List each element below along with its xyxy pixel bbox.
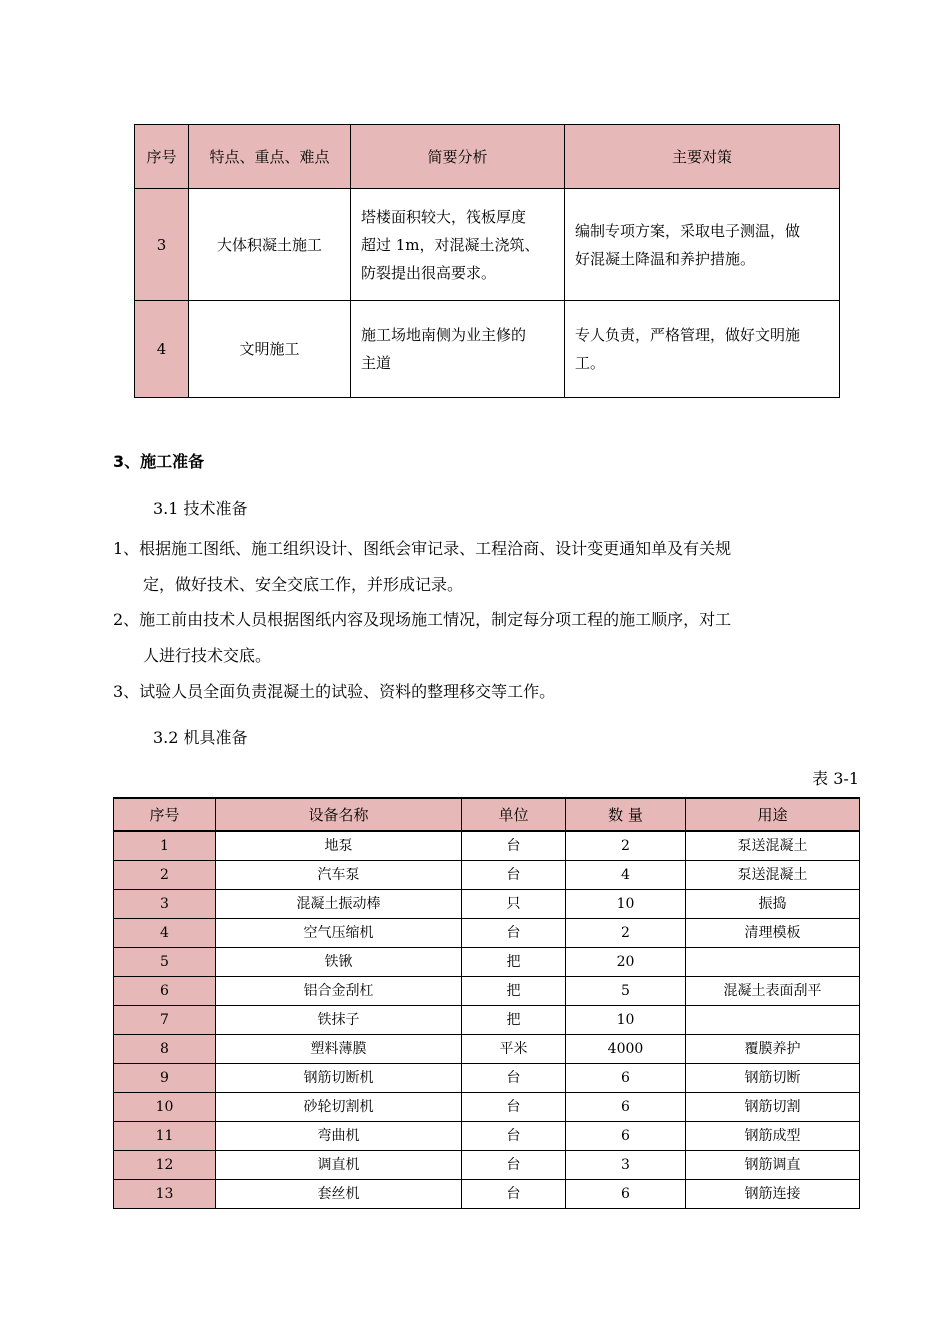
list-item-line: 2、施工前由技术人员根据图纸内容及现场施工情况，制定每分项工程的施工顺序，对工 [113,610,732,629]
table-row [114,977,860,1006]
unit-cell: 台 [462,1093,566,1122]
row-number-cell: 8 [114,1035,216,1064]
measure-line: 编制专项方案，采取电子测温，做 [575,221,801,240]
measure-line: 工。 [575,354,606,372]
row-number-cell: 13 [114,1180,216,1209]
row-number-cell: 11 [114,1122,216,1151]
header-cell: 主要对策 [565,125,840,189]
row-number-cell: 2 [114,861,216,890]
analysis-line: 防裂提出很高要求。 [361,263,497,282]
header-cell: 数 量 [566,798,686,831]
unit-cell: 把 [462,948,566,977]
quantity-cell: 4000 [566,1035,686,1064]
table-header-row [135,125,840,189]
purpose-cell: 钢筋调直 [686,1151,860,1180]
purpose-cell: 钢筋切断 [686,1064,860,1093]
unit-cell: 台 [462,1180,566,1209]
purpose-cell: 钢筋切割 [686,1093,860,1122]
table-row [114,861,860,890]
quantity-cell: 4 [566,861,686,890]
equipment-name-cell: 铝合金刮杠 [216,977,462,1006]
header-cell: 简要分析 [351,125,565,189]
equipment-name-cell: 钢筋切断机 [216,1064,462,1093]
row-number-cell: 3 [114,890,216,919]
unit-cell: 台 [462,1151,566,1180]
table-row [114,831,860,861]
table-row [114,1151,860,1180]
analysis-line: 超过 1m，对混凝土浇筑、 [361,235,540,254]
list-item-line: 1、根据施工图纸、施工组织设计、图纸会审记录、工程洽商、设计变更通知单及有关规 [113,539,732,558]
table-row [135,189,840,301]
list-item [113,531,731,603]
row-analysis [351,301,565,398]
purpose-cell: 混凝土表面刮平 [686,977,860,1006]
equipment-name-cell: 混凝土振动棒 [216,890,462,919]
header-cell: 序号 [114,798,216,831]
header-cell: 用途 [686,798,860,831]
equipment-name-cell: 调直机 [216,1151,462,1180]
row-number-cell: 10 [114,1093,216,1122]
purpose-cell: 钢筋连接 [686,1180,860,1209]
row-number: 3 [135,189,189,301]
table-row [114,1064,860,1093]
unit-cell: 台 [462,919,566,948]
equipment-name-cell: 套丝机 [216,1180,462,1209]
header-cell: 序号 [135,125,189,189]
table-row [114,1122,860,1151]
list-item-line: 人进行技术交底。 [143,646,272,665]
unit-cell: 把 [462,1006,566,1035]
difficulty-table [134,124,840,398]
row-number-cell: 1 [114,831,216,861]
purpose-cell: 钢筋成型 [686,1122,860,1151]
table-caption: 表 3-1 [812,769,859,788]
quantity-cell: 10 [566,890,686,919]
table-row [114,1180,860,1209]
table-row [114,1006,860,1035]
quantity-cell: 5 [566,977,686,1006]
row-point: 文明施工 [189,301,351,398]
table-row [114,1093,860,1122]
quantity-cell: 20 [566,948,686,977]
analysis-line: 施工场地南侧为业主修的 [361,326,527,344]
purpose-cell: 振捣 [686,890,860,919]
purpose-cell: 泵送混凝土 [686,831,860,861]
row-number-cell: 5 [114,948,216,977]
row-number-cell: 6 [114,977,216,1006]
row-number-cell: 9 [114,1064,216,1093]
header-cell: 设备名称 [216,798,462,831]
equipment-name-cell: 汽车泵 [216,861,462,890]
analysis-line: 主道 [361,354,392,372]
quantity-cell: 6 [566,1093,686,1122]
analysis-line: 塔楼面积较大，筏板厚度 [361,207,527,226]
quantity-cell: 3 [566,1151,686,1180]
quantity-cell: 6 [566,1180,686,1209]
equipment-table-body [114,831,860,1209]
equipment-name-cell: 塑料薄膜 [216,1035,462,1064]
row-measure [565,301,840,398]
equipment-name-cell: 砂轮切割机 [216,1093,462,1122]
equipment-name-cell: 弯曲机 [216,1122,462,1151]
purpose-cell [686,1006,860,1035]
list-item-line: 3、试验人员全面负责混凝土的试验、资料的整理移交等工作。 [113,682,556,701]
equipment-name-cell: 空气压缩机 [216,919,462,948]
quantity-cell: 6 [566,1064,686,1093]
row-number: 4 [135,301,189,398]
table-header-row [114,798,860,831]
unit-cell: 台 [462,1122,566,1151]
unit-cell: 平米 [462,1035,566,1064]
subsection-title: 3.2 机具准备 [153,728,248,747]
unit-cell: 台 [462,831,566,861]
row-point: 大体积凝土施工 [189,189,351,301]
list-item-line: 定，做好技术、安全交底工作，并形成记录。 [143,575,464,594]
measure-line: 专人负责，严格管理，做好文明施 [575,326,801,344]
equipment-name-cell: 铁锹 [216,948,462,977]
purpose-cell: 清理模板 [686,919,860,948]
equipment-name-cell: 地泵 [216,831,462,861]
quantity-cell: 10 [566,1006,686,1035]
quantity-cell: 2 [566,831,686,861]
row-number-cell: 7 [114,1006,216,1035]
measure-line: 好混凝土降温和养护措施。 [575,249,756,268]
unit-cell: 把 [462,977,566,1006]
quantity-cell: 2 [566,919,686,948]
row-number-cell: 12 [114,1151,216,1180]
row-number-cell: 4 [114,919,216,948]
table-row [114,1035,860,1064]
table-row [135,301,840,398]
list-item [113,674,555,710]
section-title: 3、施工准备 [113,452,205,471]
row-analysis [351,189,565,301]
header-cell: 特点、重点、难点 [189,125,351,189]
equipment-table [113,797,860,1209]
purpose-cell: 泵送混凝土 [686,861,860,890]
purpose-cell: 覆膜养护 [686,1035,860,1064]
table-row [114,919,860,948]
purpose-cell [686,948,860,977]
unit-cell: 台 [462,861,566,890]
row-measure [565,189,840,301]
quantity-cell: 6 [566,1122,686,1151]
list-item [113,602,731,674]
table-row [114,948,860,977]
unit-cell: 只 [462,890,566,919]
unit-cell: 台 [462,1064,566,1093]
header-cell: 单位 [462,798,566,831]
subsection-title: 3.1 技术准备 [153,499,248,518]
equipment-name-cell: 铁抹子 [216,1006,462,1035]
table-row [114,890,860,919]
